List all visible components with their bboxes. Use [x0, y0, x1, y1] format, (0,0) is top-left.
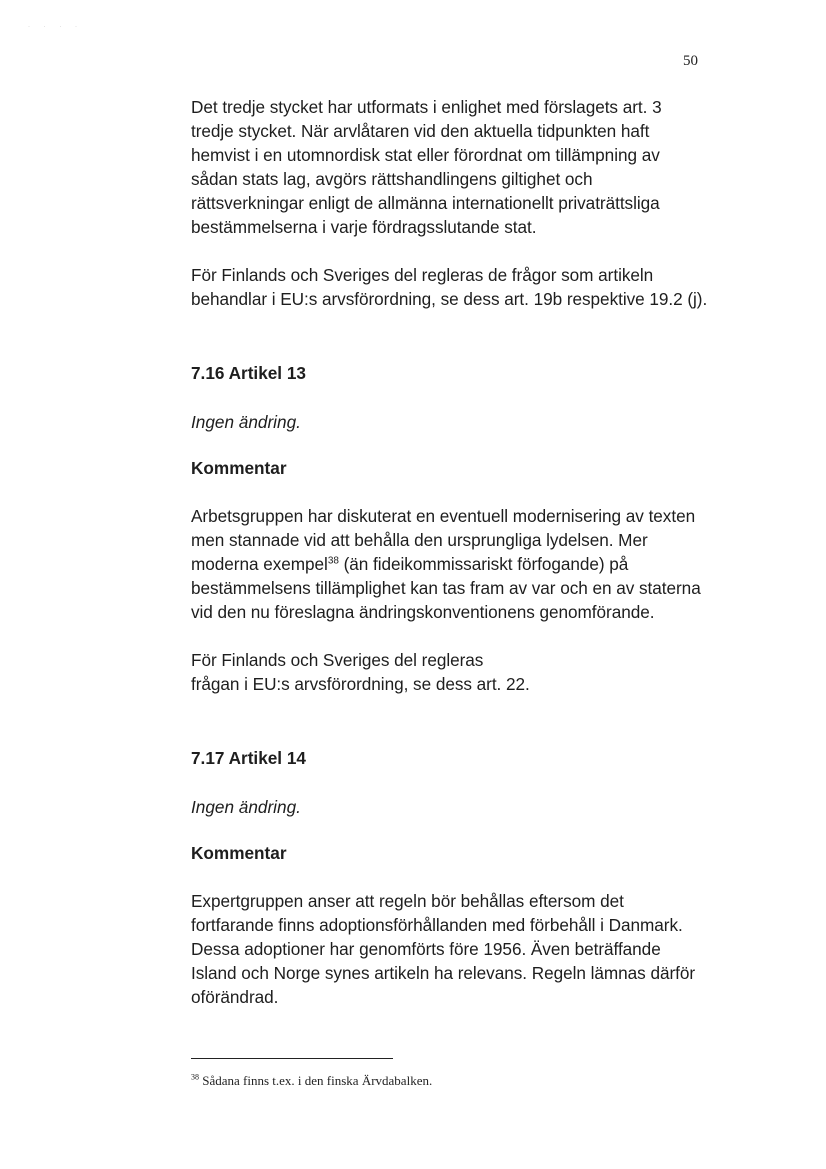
paragraph-intro: Det tredje stycket har utformats i enlighet med förslagets art. 3 tredje stycket. När arvlåtaren vid den aktuella tidpunkten haft hemvist i en utomnordisk stat eller förordnat om tillämpning av sådan stats lag, avgörs rättshandlingens giltighet och rättsverkningar enligt de allmänna internationellt privaträttsliga bestämmelserna i varje fördragsslutande stat.	[191, 97, 662, 237]
comment-heading-7-17: Kommentar	[191, 843, 287, 863]
page-number: 50	[683, 53, 698, 69]
section-heading-7-16: 7.16 Artikel 13	[191, 363, 306, 383]
footnote-text: Sådana finns t.ex. i den finska Ärvdabalken.	[199, 1073, 433, 1088]
scan-artifact: · · · ·	[28, 24, 83, 30]
comment-heading-7-16: Kommentar	[191, 458, 287, 478]
comment-text-part-1: Arbetsgruppen har diskuterat en eventuell modernisering av texten men stannade vid att behålla den ursprungliga lydelsen. Mer moderna exempel	[191, 506, 696, 574]
paragraph-eu-reference: För Finlands och Sveriges del regleras de frågor som artikeln behandlar i EU:s arvsförordning, se dess art. 19b respektive 19.2 (j).	[191, 265, 708, 309]
footnote-reference[interactable]: 38	[327, 555, 339, 567]
comment-paragraph-7-17: Expertgruppen anser att regeln bör behållas eftersom det fortfarande finns adoptionsförhållanden med förbehåll i Danmark. Dessa adoptioner har genomförts före 1956. Även beträffande Island och Norge synes artikeln ha relevans. Regeln lämnas därför oförändrad.	[191, 891, 696, 1007]
comment-text-part-2: (än fideikommissariskt förfogande) på bestämmelsens tillämplighet kan tas fram av var och en av staterna vid den nu föreslagna ändringskonventionens genomförande.	[191, 554, 701, 622]
section-status-7-16: Ingen ändring.	[191, 412, 301, 432]
footnote-number: 38	[191, 1072, 199, 1082]
paragraph-eu-article-22: För Finlands och Sveriges del regleras frågan i EU:s arvsförordning, se dess art. 22.	[191, 650, 530, 694]
footnote	[191, 1072, 432, 1090]
document-body	[191, 95, 711, 1009]
section-status-7-17: Ingen ändring.	[191, 797, 301, 817]
footnote-divider	[191, 1058, 393, 1059]
comment-paragraph-7-16	[191, 504, 703, 624]
section-heading-7-17: 7.17 Artikel 14	[191, 748, 306, 768]
